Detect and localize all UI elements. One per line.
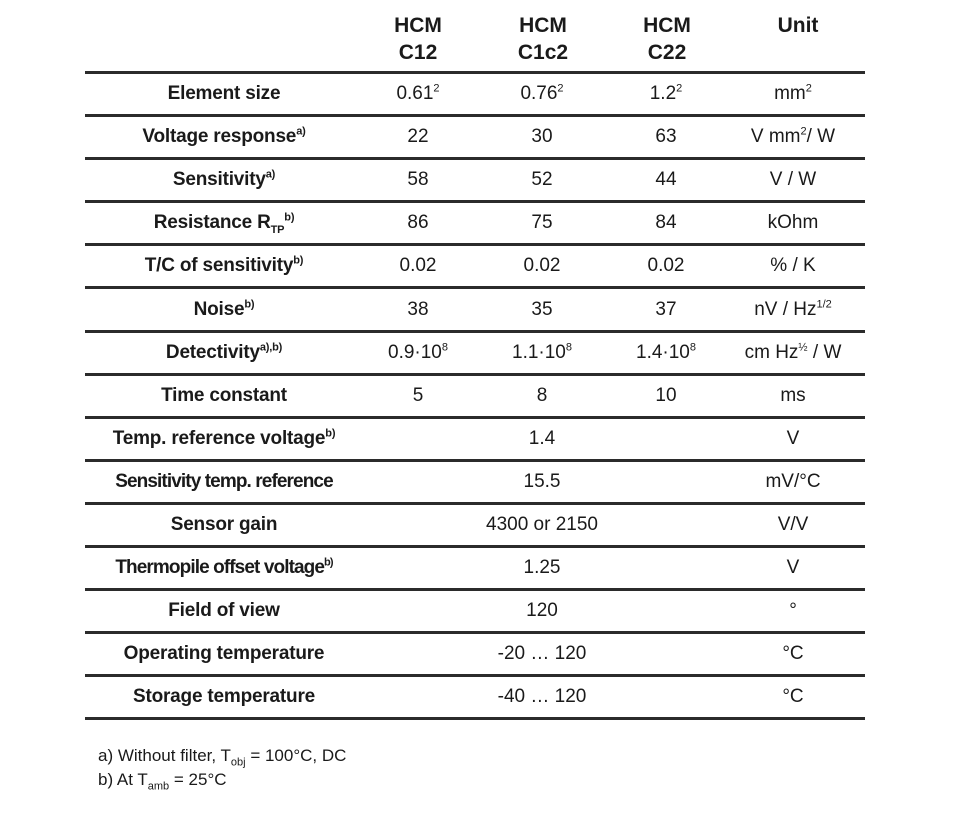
column-header-hcm-c22 [612, 12, 722, 66]
unit-cell: V $mm^2/$ W [721, 116, 865, 159]
cell: 120 [363, 590, 721, 633]
cell: 15.5 [363, 460, 721, 503]
cell: 86 [363, 202, 473, 245]
cell: 35 [473, 288, 611, 331]
cell: -40 … 120 [363, 676, 721, 719]
cell: 10 [611, 374, 721, 417]
table-row [85, 547, 865, 590]
column-header-line: HCM [394, 14, 442, 37]
unit-cell: ms [721, 374, 865, 417]
row-label: T/C of sensitivity$^{b)}$ [85, 245, 363, 288]
cell: 8 [473, 374, 611, 417]
unit-cell: V/V [721, 503, 865, 546]
row-label: Sensor gain [85, 503, 363, 546]
footnote-b: b) At $T_{amb} = 25^\circ C$ [98, 770, 227, 793]
row-label: Thermopile offset voltage$^{b)}$ [85, 547, 363, 590]
column-header-line: HCM [519, 14, 567, 37]
row-label: Temp. reference voltage$^{b)}$ [85, 417, 363, 460]
row-label: Element size [85, 73, 363, 116]
column-header-line: HCM [643, 14, 691, 37]
cell: 37 [611, 288, 721, 331]
table-row [85, 116, 865, 159]
cell: $1.4\cdot 10^8$ [611, 331, 721, 374]
unit-cell: cm $Hz^{\frac{1}{2}}$ / W [721, 331, 865, 374]
unit-cell: °C [721, 633, 865, 676]
cell: 84 [611, 202, 721, 245]
footnote-a: a) Without filter, $T_{obj} = 100^\circ C$, DC [98, 746, 347, 769]
row-label: Storage temperature [85, 676, 363, 719]
unit-cell: ° [721, 590, 865, 633]
cell: 4300 or 2150 [363, 503, 721, 546]
cell: 52 [473, 159, 611, 202]
column-header-hcm-c12 [363, 12, 473, 66]
row-label: Noise$^{b)}$ [85, 288, 363, 331]
table-row [85, 331, 865, 374]
row-label: Sensitivity$^{a)}$ [85, 159, 363, 202]
cell: 5 [363, 374, 473, 417]
unit-cell: °C [721, 676, 865, 719]
table-row [85, 417, 865, 460]
unit-cell: V [721, 547, 865, 590]
cell: 38 [363, 288, 473, 331]
cell: 0.02 [363, 245, 473, 288]
cell: $0.9\cdot 10^8$ [363, 331, 473, 374]
cell: 63 [611, 116, 721, 159]
cell: 75 [473, 202, 611, 245]
unit-cell: % / K [721, 245, 865, 288]
cell: 30 [473, 116, 611, 159]
row-label: Resistance $R_{TP}^{b)}$ [85, 202, 363, 245]
table-row [85, 460, 865, 503]
cell: $1.1\cdot 10^8$ [473, 331, 611, 374]
row-label: Time constant [85, 374, 363, 417]
column-header-unit: Unit [777, 14, 819, 37]
table-row [85, 676, 865, 719]
cell: 44 [611, 159, 721, 202]
unit-cell: V / W [721, 159, 865, 202]
row-label: Operating temperature [85, 633, 363, 676]
cell: 22 [363, 116, 473, 159]
cell: $1.2^2$ [611, 73, 721, 116]
unit-cell: V [721, 417, 865, 460]
table-row [85, 159, 865, 202]
cell: 0.76$^2$ [473, 73, 611, 116]
table-row [85, 374, 865, 417]
cell: 1.25 [363, 547, 721, 590]
spec-table [85, 71, 865, 720]
row-label: Field of view [85, 590, 363, 633]
column-header-line: C1c2 [517, 41, 569, 64]
table-row [85, 73, 865, 116]
cell: 1.4 [363, 417, 721, 460]
table-row [85, 245, 865, 288]
cell: -20 … 120 [363, 633, 721, 676]
table-row [85, 590, 865, 633]
table-row [85, 288, 865, 331]
column-header-line: C22 [647, 41, 687, 64]
footnotes [98, 744, 346, 792]
row-label: Detectivity$^{a),b)}$ [85, 331, 363, 374]
unit-cell: $mm^2$ [721, 73, 865, 116]
row-label: Sensitivity temp. reference [85, 460, 363, 503]
row-label: Voltage response$^{a)}$ [85, 116, 363, 159]
unit-cell: kOhm [721, 202, 865, 245]
cell: 0.02 [611, 245, 721, 288]
unit-cell: mV/°C [721, 460, 865, 503]
column-header-hcm-c1c2 [488, 12, 598, 66]
table-row [85, 202, 865, 245]
cell: 58 [363, 159, 473, 202]
cell: 0.02 [473, 245, 611, 288]
table-row [85, 633, 865, 676]
table-row [85, 503, 865, 546]
cell: 0.61$^2$ [363, 73, 473, 116]
column-header-line: C12 [398, 41, 438, 64]
unit-cell: nV / $Hz^{1/2}$ [721, 288, 865, 331]
